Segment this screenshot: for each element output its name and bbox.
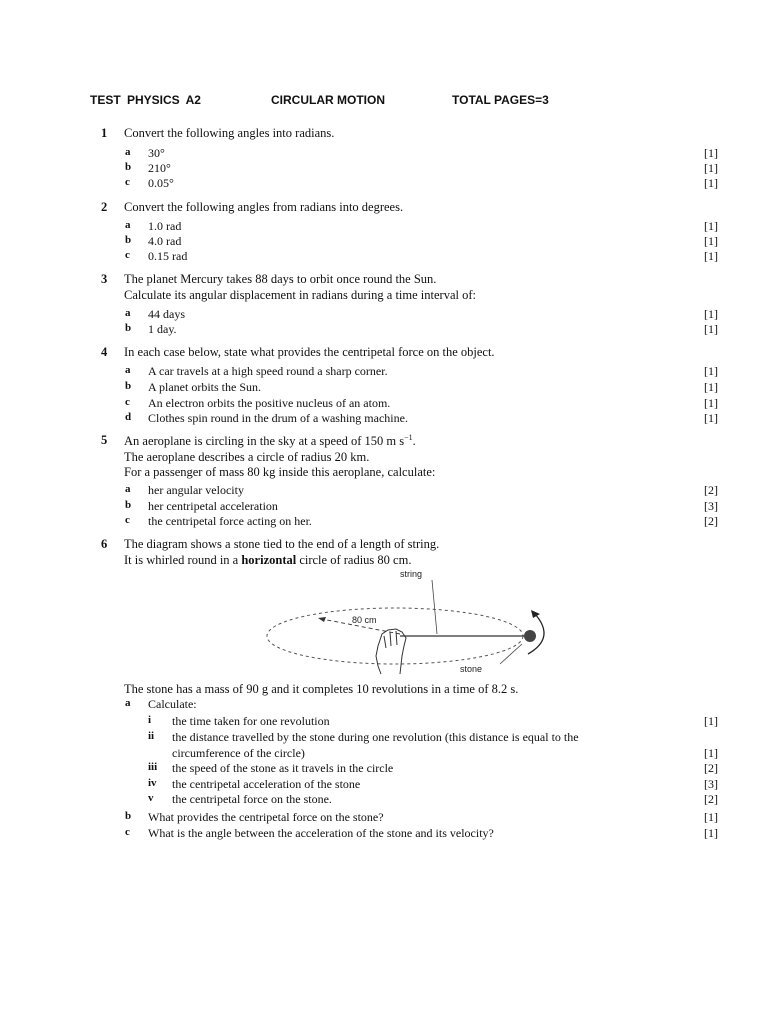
question-stem: In each case below, state what provides the centripetal force on the object. <box>124 345 495 359</box>
part-text: 4.0 rad <box>148 234 182 248</box>
part-row <box>0 396 768 412</box>
subpart-row <box>0 777 768 793</box>
part-label: a <box>125 219 131 231</box>
question-stem <box>124 433 416 449</box>
part-marks: [1] <box>704 364 718 378</box>
part-row <box>0 826 768 842</box>
subpart-label: v <box>148 792 154 804</box>
part-marks: [1] <box>704 826 718 840</box>
question-stem: Convert the following angles into radians. <box>124 126 335 140</box>
subpart-text: the centripetal force on the stone. <box>172 792 332 806</box>
subpart-label: iv <box>148 777 157 789</box>
part-text: What is the angle between the acceleration of the stone and its velocity? <box>148 826 494 840</box>
stem-text: It is whirled round in a <box>124 553 242 567</box>
part-label: c <box>125 514 130 526</box>
part-marks: [1] <box>704 307 718 321</box>
string-label-pointer <box>432 580 437 634</box>
question-stem: The planet Mercury takes 88 days to orbit once round the Sun. <box>124 272 437 286</box>
subpart-marks: [2] <box>704 792 718 806</box>
part-marks: [1] <box>704 219 718 233</box>
subpart-text: the speed of the stone as it travels in the circle <box>172 761 394 775</box>
part-marks: [1] <box>704 146 718 160</box>
part-marks: [1] <box>704 234 718 248</box>
part-label: a <box>125 364 131 376</box>
stone-ball <box>524 630 536 642</box>
part-text: Calculate: <box>148 697 197 711</box>
header-test-title: TEST PHYSICS A2 <box>90 93 201 107</box>
part-label: b <box>125 380 132 392</box>
part-marks: [1] <box>704 411 718 425</box>
part-text: What provides the centripetal force on the stone? <box>148 810 384 824</box>
radius-label: 80 cm <box>352 615 377 625</box>
stone-label-pointer <box>500 644 522 664</box>
part-text: her angular velocity <box>148 483 244 497</box>
part-row <box>0 234 768 250</box>
subpart-text: circumference of the circle) <box>172 746 305 760</box>
part-marks: [1] <box>704 161 718 175</box>
subpart-text: the distance travelled by the stone during one revolution (this distance is equal to the <box>172 730 579 744</box>
part-row <box>0 146 768 162</box>
part-text: 44 days <box>148 307 185 321</box>
part-text: 0.05° <box>148 176 174 190</box>
part-marks: [2] <box>704 483 718 497</box>
stem-text-end: circle of radius 80 cm. <box>296 553 412 567</box>
string-label: string <box>400 569 423 579</box>
part-text: 30° <box>148 146 165 160</box>
rotation-arrow-head <box>531 610 540 618</box>
question-stem: The stone has a mass of 90 g and it completes 10 revolutions in a time of 8.2 s. <box>124 682 519 696</box>
part-label: c <box>125 176 130 188</box>
part-row <box>0 483 768 499</box>
part-row <box>0 810 768 826</box>
part-text: 1 day. <box>148 322 177 336</box>
part-row <box>0 219 768 235</box>
question-number: 3 <box>101 272 108 286</box>
subpart-text: the time taken for one revolution <box>172 714 330 728</box>
part-label: d <box>125 411 132 423</box>
part-row <box>0 411 768 427</box>
part-text: her centripetal acceleration <box>148 499 278 513</box>
part-text: 0.15 rad <box>148 249 188 263</box>
part-label: b <box>125 234 132 246</box>
stone-label: stone <box>460 664 483 674</box>
stem-superscript: −1 <box>404 433 413 442</box>
part-row <box>0 307 768 323</box>
part-text: A planet orbits the Sun. <box>148 380 261 394</box>
part-label: a <box>125 483 131 495</box>
subpart-label: i <box>148 714 152 726</box>
part-text: 1.0 rad <box>148 219 182 233</box>
part-marks: [1] <box>704 322 718 336</box>
subpart-row <box>0 792 768 808</box>
part-text: Clothes spin round in the drum of a washing machine. <box>148 411 408 425</box>
subpart-row <box>0 730 768 746</box>
question-stem: The aeroplane describes a circle of radius 20 km. <box>124 450 370 464</box>
part-row <box>0 161 768 177</box>
part-label: c <box>125 249 130 261</box>
question-number: 5 <box>101 433 108 447</box>
part-row <box>0 176 768 192</box>
part-marks: [2] <box>704 514 718 528</box>
part-label: b <box>125 161 132 173</box>
part-row <box>0 322 768 338</box>
part-label: a <box>125 307 131 319</box>
subpart-label: ii <box>148 730 155 742</box>
part-row <box>0 364 768 380</box>
question-number: 2 <box>101 200 108 214</box>
part-label: a <box>125 146 131 158</box>
part-label: b <box>125 499 132 511</box>
part-row <box>0 249 768 265</box>
question-number: 6 <box>101 537 108 551</box>
part-marks: [1] <box>704 380 718 394</box>
subpart-row <box>0 761 768 777</box>
subpart-row <box>0 714 768 730</box>
question-stem: For a passenger of mass 80 kg inside this aeroplane, calculate: <box>124 465 436 479</box>
subpart-text: the centripetal acceleration of the stone <box>172 777 361 791</box>
stem-text: An aeroplane is circling in the sky at a speed of 150 m s <box>124 434 405 449</box>
stone-string-diagram <box>260 566 560 676</box>
part-row <box>0 499 768 515</box>
subpart-marks: [1] <box>704 714 718 728</box>
part-label: b <box>125 322 132 334</box>
question-stem: Calculate its angular displacement in radians during a time interval of: <box>124 288 476 302</box>
question-number: 4 <box>101 345 108 359</box>
part-label: a <box>125 697 131 709</box>
subpart-marks: [1] <box>704 746 718 760</box>
part-marks: [1] <box>704 249 718 263</box>
part-marks: [1] <box>704 176 718 190</box>
part-text: An electron orbits the positive nucleus of an atom. <box>148 396 391 410</box>
part-row <box>0 380 768 396</box>
question-stem: Convert the following angles from radians into degrees. <box>124 200 404 214</box>
subpart-row <box>0 746 768 762</box>
subpart-marks: [3] <box>704 777 718 791</box>
part-marks: [3] <box>704 499 718 513</box>
subpart-marks: [2] <box>704 761 718 775</box>
question-stem: The diagram shows a stone tied to the end of a length of string. <box>124 537 440 551</box>
header-topic: CIRCULAR MOTION <box>271 93 385 107</box>
part-marks: [1] <box>704 396 718 410</box>
question-number: 1 <box>101 126 108 140</box>
stem-text-end: . <box>412 434 416 449</box>
part-row <box>0 697 768 713</box>
stem-emphasis: horizontal <box>241 553 297 567</box>
part-label: c <box>125 396 130 408</box>
part-marks: [1] <box>704 810 718 824</box>
part-row <box>0 514 768 530</box>
part-text: 210° <box>148 161 171 175</box>
part-label: c <box>125 826 130 838</box>
part-text: the centripetal force acting on her. <box>148 514 312 528</box>
part-label: b <box>125 810 132 822</box>
header-total-pages: TOTAL PAGES=3 <box>452 93 549 107</box>
subpart-label: iii <box>148 761 158 773</box>
page-header <box>90 93 690 111</box>
radius-arrow-head <box>318 617 326 622</box>
part-text: A car travels at a high speed round a sharp corner. <box>148 364 388 378</box>
